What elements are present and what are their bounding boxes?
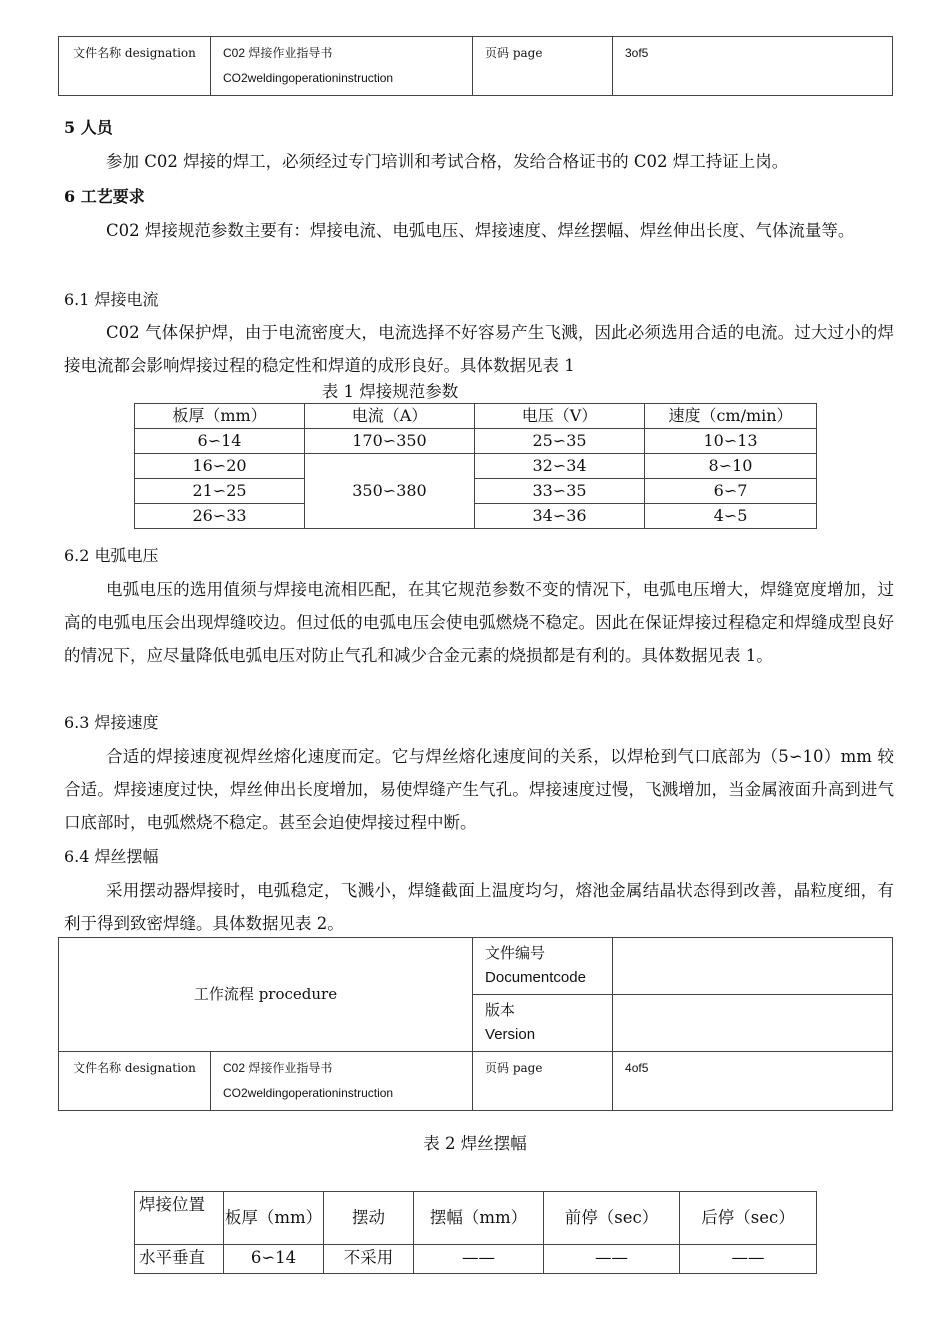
procedure-label: 工作流程 procedure	[59, 938, 473, 1052]
table-cell: 32∽34	[475, 454, 645, 479]
document-code-value	[613, 938, 893, 995]
table-cell: 33∽35	[475, 479, 645, 504]
header-cell: 摆幅（mm）	[414, 1192, 544, 1245]
designation-label: 文件名称 designation	[59, 37, 211, 96]
table-cell: 6∽14	[224, 1245, 324, 1274]
table-cell: 16∽20	[135, 454, 305, 479]
section-5-title: 5 人员	[64, 118, 113, 137]
section-6-3-text: 合适的焊接速度视焊丝熔化速度而定。它与焊丝熔化速度间的关系，以焊枪到气口底部为（5∽10）mm 较合适。焊接速度过快，焊丝伸出长度增加，易使焊缝产生气孔。焊接速度过慢，飞溅增加，当金属液面升高到进气口底部时，电弧燃烧不稳定。甚至会迫使焊接过程中断。	[64, 747, 894, 832]
document-code-label	[473, 938, 613, 995]
table-cell: 21∽25	[135, 479, 305, 504]
document-title-cell	[211, 1052, 473, 1111]
header-cell: 板厚（mm）	[224, 1192, 324, 1245]
designation-label: 文件名称 designation	[59, 1052, 211, 1111]
section-6-3-title: 6.3 焊接速度	[64, 713, 159, 732]
table-cell: 不采用	[324, 1245, 414, 1274]
section-6-1-text: C02 气体保护焊，由于电流密度大，电流选择不好容易产生飞溅，因此必须选用合适的电流。过大过小的焊接电流都会影响焊接过程的稳定性和焊道的成形良好。具体数据见表 1	[64, 323, 894, 375]
header-cell: 摆动	[324, 1192, 414, 1245]
section-6-title: 6 工艺要求	[64, 187, 145, 206]
table-row	[135, 504, 817, 529]
section-6-2-text: 电弧电压的选用值须与焊接电流相匹配，在其它规范参数不变的情况下，电弧电压增大，焊缝宽度增加，过高的电弧电压会出现焊缝咬边。但过低的电弧电压会使电弧燃烧不稳定。因此在保证焊接过程稳定和焊缝成型良好的情况下，应尽量降低电弧电压对防止气孔和减少合金元素的烧损都是有利的。具体数据见表 1。	[64, 580, 894, 665]
section-6-4-text: 采用摆动器焊接时，电弧稳定，飞溅小，焊缝截面上温度均匀，熔池金属结晶状态得到改善，晶粒度细，有利于得到致密焊缝。具体数据见表 2。	[64, 881, 894, 933]
version-value	[613, 995, 893, 1052]
table-cell: 26∽33	[135, 504, 305, 529]
document-title-cell	[211, 37, 473, 96]
table-cell: 4∽5	[645, 504, 817, 529]
wire-swing-table	[134, 1191, 817, 1274]
table-row	[135, 429, 817, 454]
table-cell: 10∽13	[645, 429, 817, 454]
header-cell: 板厚（mm）	[135, 404, 305, 429]
page-label: 页码 page	[473, 37, 613, 96]
header-cell: 速度（cm/min）	[645, 404, 817, 429]
section-5-text: 参加 C02 焊接的焊工，必须经过专门培训和考试合格，发给合格证书的 C02 焊工持证上岗。	[106, 152, 789, 171]
table-row	[135, 479, 817, 504]
version-cn: 版本	[485, 1002, 516, 1019]
table-cell: 34∽36	[475, 504, 645, 529]
table-cell: 水平垂直	[135, 1245, 224, 1274]
section-6-1-title: 6.1 焊接电流	[64, 290, 159, 309]
document-title-cn: C02 焊接作业指导书	[223, 46, 333, 60]
page-number: 4of5	[613, 1052, 893, 1111]
version-en: Version	[485, 1026, 536, 1043]
version-label	[473, 995, 613, 1052]
document-title-en: CO2weldingoperationinstruction	[223, 1086, 394, 1100]
table-header-row	[135, 404, 817, 429]
table-row	[135, 454, 817, 479]
section-6-2-title: 6.2 电弧电压	[64, 546, 159, 565]
welding-parameters-table	[134, 403, 817, 529]
next-page-header-table	[58, 937, 893, 1111]
table-cell: ——	[414, 1245, 544, 1274]
document-code-cn: 文件编号	[485, 945, 546, 962]
document-title-cn: C02 焊接作业指导书	[223, 1061, 333, 1075]
header-cell: 后停（sec）	[680, 1192, 817, 1245]
document-code-en: Documentcode	[485, 969, 586, 986]
table-cell: 6∽14	[135, 429, 305, 454]
table-cell: ——	[680, 1245, 817, 1274]
header-cell: 电流（A）	[305, 404, 475, 429]
document-title-en: CO2weldingoperationinstruction	[223, 71, 394, 85]
table-cell: 170∽350	[305, 429, 475, 454]
table-1-caption: 表 1 焊接规范参数	[321, 382, 459, 401]
header-cell: 焊接位置	[135, 1192, 224, 1245]
table-cell-merged: 350∽380	[305, 454, 475, 529]
section-6-text: C02 焊接规范参数主要有：焊接电流、电弧电压、焊接速度、焊丝摆幅、焊丝伸出长度、气体流量等。	[106, 221, 855, 240]
page-number: 3of5	[613, 37, 893, 96]
header-cell: 电压（V）	[475, 404, 645, 429]
table-header-row	[135, 1192, 817, 1245]
table-cell: 25∽35	[475, 429, 645, 454]
table-row	[135, 1245, 817, 1274]
table-cell: ——	[544, 1245, 680, 1274]
header-cell: 前停（sec）	[544, 1192, 680, 1245]
table-cell: 6∽7	[645, 479, 817, 504]
table-cell: 8∽10	[645, 454, 817, 479]
page-header-table	[58, 36, 893, 96]
section-6-4-title: 6.4 焊丝摆幅	[64, 847, 159, 866]
page-label: 页码 page	[473, 1052, 613, 1111]
table-2-caption: 表 2 焊丝摆幅	[423, 1134, 527, 1153]
